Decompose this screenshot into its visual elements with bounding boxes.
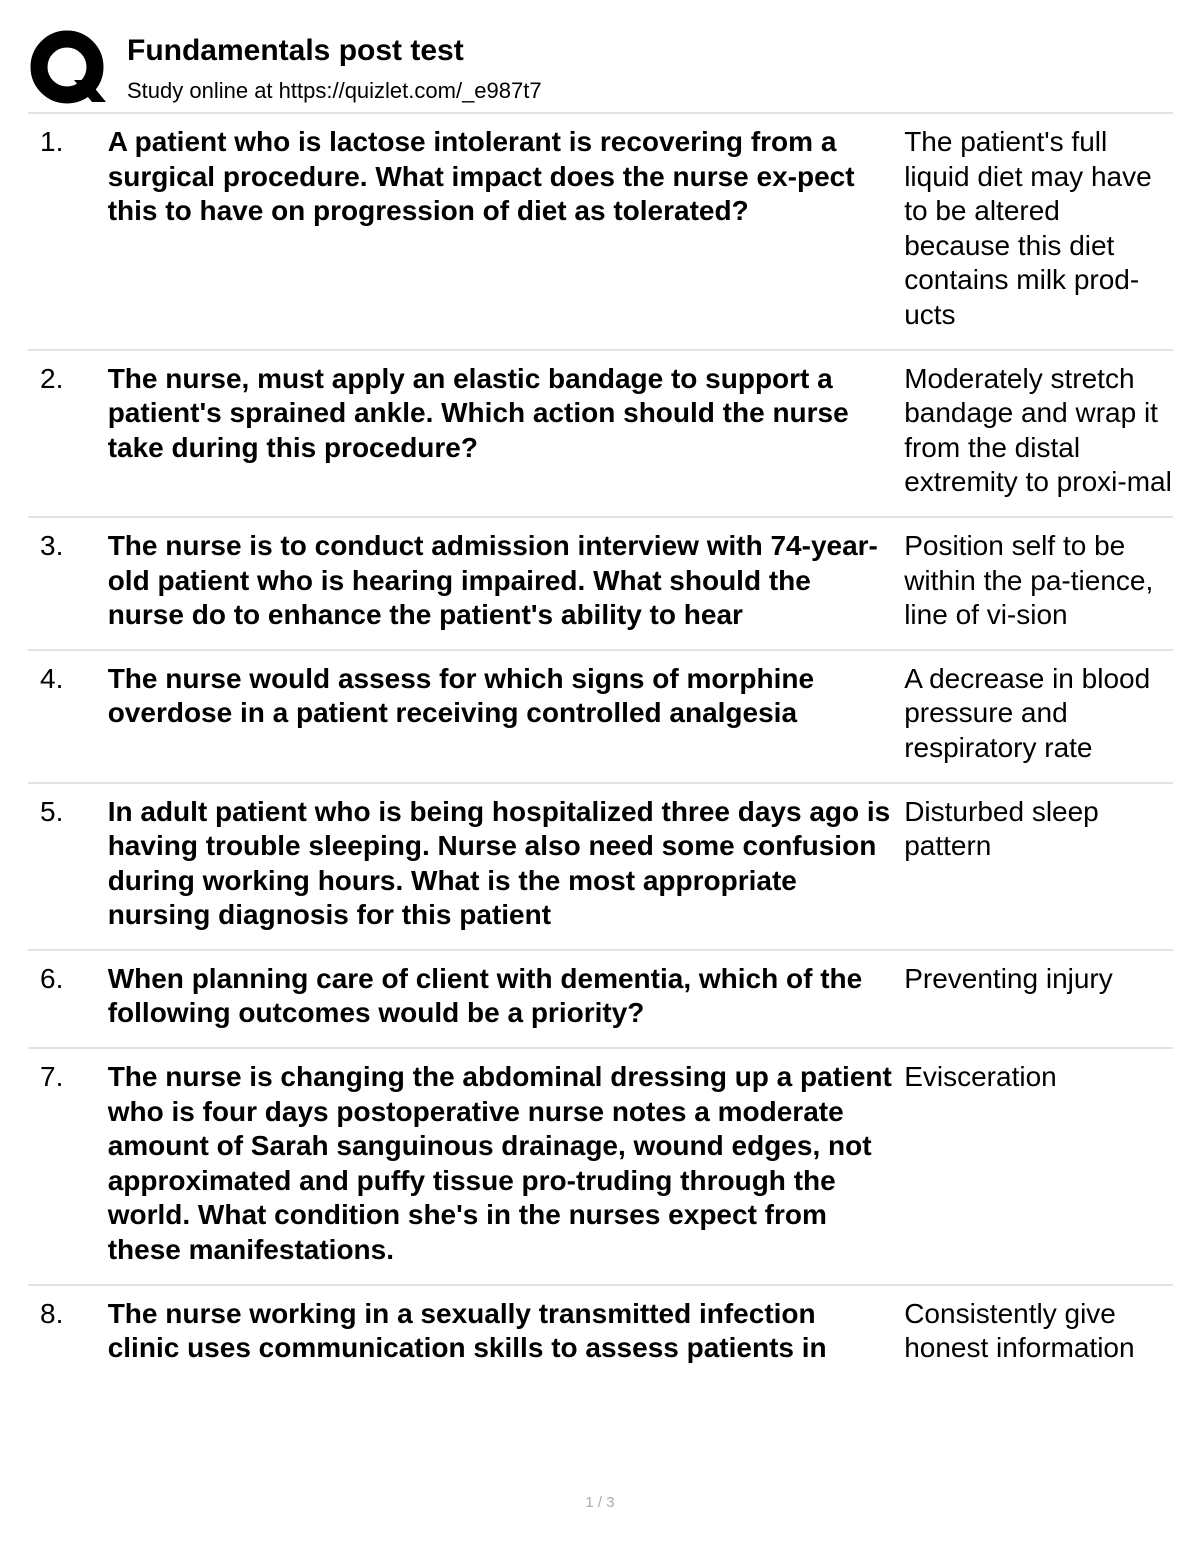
flashcard-row — [28, 114, 1173, 351]
card-number: 4. — [40, 662, 64, 694]
page-title: Fundamentals post test — [127, 34, 464, 67]
card-term: A patient who is lactose intolerant is recovering from a surgical procedure. What impact does the nurse ex-pect this to have on progression of diet as tolerated? — [107, 126, 855, 227]
card-definition: A decrease in blood pressure and respiratory rate — [904, 662, 1151, 763]
flashcard-row — [28, 951, 1173, 1049]
flashcard-row — [28, 1049, 1173, 1286]
card-number: 5. — [40, 795, 64, 827]
card-definition: Disturbed sleep pattern — [904, 795, 1099, 862]
card-definition: Position self to be within the pa-tience, line of vi-sion — [904, 529, 1154, 631]
flashcard-row — [28, 351, 1173, 518]
flashcard-row — [28, 1286, 1173, 1382]
card-term: In adult patient who is being hospitalized three days ago is having trouble sleeping. Nurse also need some confusion during working hours. What is the most appropriate nursing diagnosis for this patient — [107, 795, 891, 931]
flashcard-row — [28, 651, 1173, 784]
flashcard-row — [28, 518, 1173, 651]
card-number: 8. — [40, 1297, 64, 1329]
card-term: When planning care of client with dementia, which of the following outcomes would be a priority? — [107, 962, 863, 1029]
card-number: 7. — [40, 1061, 64, 1093]
flashcard-list — [28, 114, 1173, 1382]
card-term: The nurse is to conduct admission interview with 74-year-old patient who is hearing impaired. What should the nurse do to enhance the patient's ability to hear — [107, 529, 878, 631]
page-header — [0, 0, 1200, 112]
card-term: The nurse is changing the abdominal dressing up a patient who is four days postoperative nurse notes a moderate amount of Sarah sanguinous drainage, wound edges, not approximated and puffy tissue pro-truding through the world. What condition she's in the nurses expect from these manifestations. — [107, 1061, 892, 1266]
card-definition: Evisceration — [904, 1061, 1057, 1093]
card-number: 2. — [40, 362, 64, 394]
card-definition: Preventing injury — [904, 962, 1113, 994]
study-online-link[interactable]: Study online at https://quizlet.com/_e987t7 — [127, 78, 542, 103]
card-number: 3. — [40, 529, 64, 561]
page-number: 1 / 3 — [585, 1494, 615, 1511]
card-definition: The patient's full liquid diet may have to be altered because this diet contains milk prod-ucts — [904, 126, 1152, 330]
flashcard-row — [28, 784, 1173, 951]
card-definition: Moderately stretch bandage and wrap it from the distal extremity to proxi-mal — [904, 362, 1172, 498]
card-definition: Consistently give honest information — [904, 1297, 1135, 1364]
quizlet-logo-icon — [30, 30, 106, 106]
card-number: 6. — [40, 962, 64, 994]
card-number: 1. — [40, 126, 64, 157]
card-term: The nurse, must apply an elastic bandage to support a patient's sprained ankle. Which action should the nurse take during this procedure? — [107, 362, 849, 463]
card-term: The nurse working in a sexually transmitted infection clinic uses communication skills to assess patients in — [107, 1297, 827, 1364]
card-term: The nurse would assess for which signs of morphine overdose in a patient receiving controlled analgesia — [107, 662, 815, 729]
